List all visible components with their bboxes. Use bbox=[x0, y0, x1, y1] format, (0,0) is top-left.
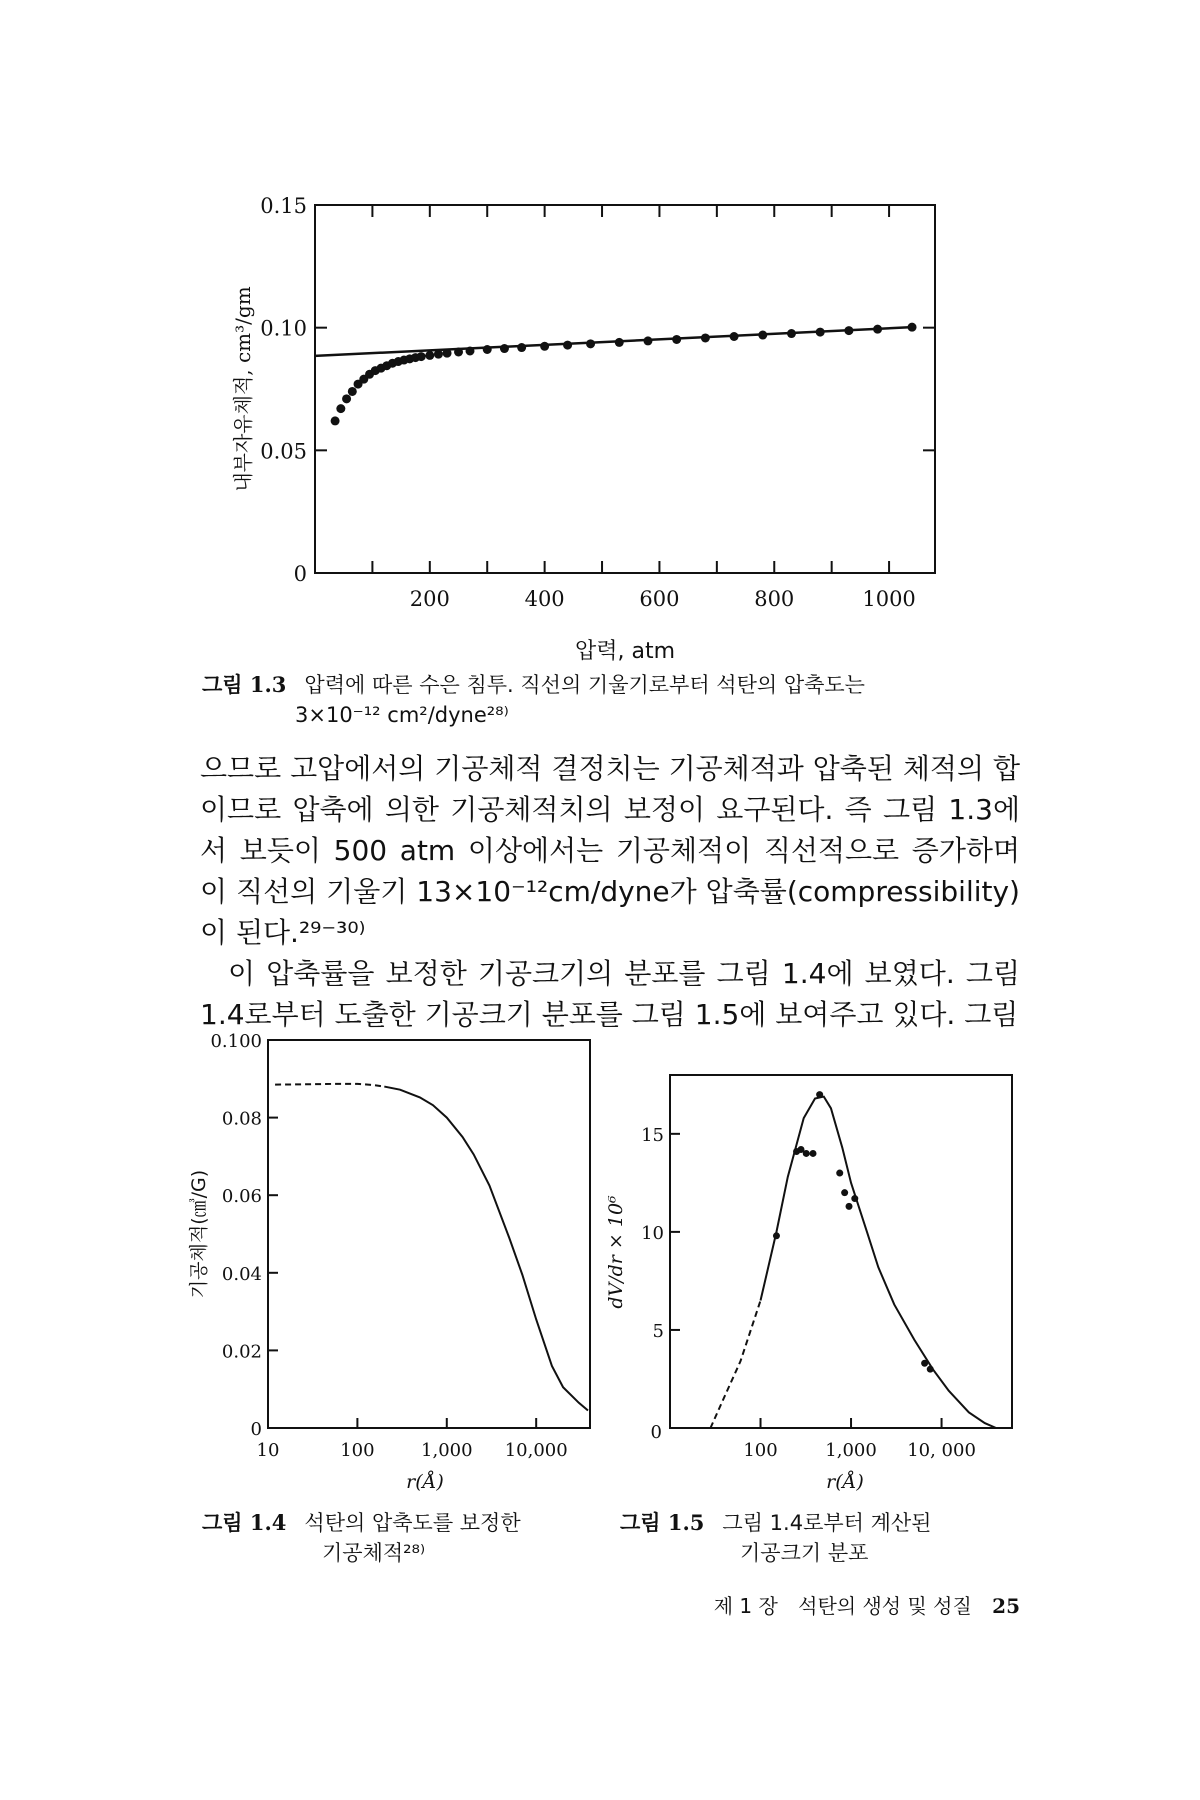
fig13-x-label: 압력, atm bbox=[574, 639, 676, 664]
body-text bbox=[200, 748, 1020, 1035]
paragraph-2: 이 압축률을 보정한 기공크기의 분포를 그림 1.4에 보였다. 그림 1.4로부터 도출한 기공크기 분포를 그림 1.5에 보여주고 있다. 그림 bbox=[200, 957, 1020, 1031]
fig15-y-tick-label: 5 bbox=[652, 1320, 664, 1342]
fig14-x-tick-label: 1,000 bbox=[421, 1440, 473, 1461]
fig14-x-tick-label: 100 bbox=[340, 1440, 375, 1461]
fig13-y-tick-label: 0 bbox=[293, 562, 307, 586]
fig13-x-tick-label: 800 bbox=[754, 587, 795, 611]
fig15-curve bbox=[710, 1097, 996, 1428]
fig15-y-label: dV/dr × 10⁶ bbox=[605, 1195, 627, 1309]
fig13-data-point bbox=[342, 394, 351, 403]
fig15-data-point bbox=[841, 1189, 848, 1196]
fig15-curve-solid bbox=[761, 1097, 997, 1428]
fig15-caption-text: 그림 1.4로부터 계산된 bbox=[722, 1511, 932, 1535]
fig14-x-tick-label: 10,000 bbox=[504, 1440, 568, 1461]
fig14-y-label: 기공체적(㎤/G) bbox=[188, 1169, 210, 1299]
fig15-data-point bbox=[836, 1170, 843, 1177]
fig15-caption bbox=[620, 1508, 1040, 1568]
fig14-curve bbox=[275, 1084, 588, 1411]
fig13-x-tick-label: 400 bbox=[524, 587, 565, 611]
fig14-curve-dashed bbox=[275, 1084, 384, 1087]
fig13-data-point bbox=[336, 404, 345, 413]
fig13-caption-text: 압력에 따른 수은 침투. 직선의 기울기로부터 석탄의 압축도는 bbox=[304, 673, 865, 697]
figure-1-5 bbox=[600, 1020, 1160, 1580]
fig15-curve-dashed bbox=[710, 1301, 760, 1428]
fig13-data-point bbox=[517, 343, 526, 352]
page-footer bbox=[640, 1590, 1020, 1619]
fig15-x-tick-label: 10, 000 bbox=[907, 1440, 976, 1461]
fig14-x-tick-label: 10 bbox=[256, 1440, 280, 1461]
fig14-y-tick-label: 0.06 bbox=[221, 1186, 262, 1208]
fig13-x-tick-label: 200 bbox=[409, 587, 450, 611]
fig13-line bbox=[315, 327, 912, 356]
fig13-data-point bbox=[425, 351, 434, 360]
fig14-x-label: r(Å) bbox=[406, 1471, 444, 1493]
fig15-data-point bbox=[921, 1360, 928, 1367]
fig13-y-tick-label: 0.15 bbox=[260, 194, 307, 218]
fig15-data-point bbox=[846, 1203, 853, 1210]
fig14-ticks bbox=[210, 1031, 567, 1461]
page-number: 25 bbox=[992, 1594, 1020, 1618]
fig14-curve-solid bbox=[384, 1087, 588, 1411]
fig13-data-point bbox=[540, 342, 549, 351]
fig13-y-tick-label: 0.10 bbox=[260, 316, 307, 341]
fig13-y-tick-label: 0.05 bbox=[260, 439, 307, 464]
fig14-y-tick-label: 0.02 bbox=[221, 1341, 262, 1363]
fig14-caption-text-2: 기공체적²⁸⁾ bbox=[322, 1541, 426, 1565]
paragraph-1: 으므로 고압에서의 기공체적 결정치는 기공체적과 압축된 체적의 합이므로 압축에 의한 기공체적치의 보정이 요구된다. 즉 그림 1.3에서 보듯이 500 atm 이상에서는 기공체적이 직선적으로 증가하며 이 직선의 기울기 13×10⁻¹²cm/dyne가 압축률(compressibility)이 된다.²⁹⁻³⁰⁾ bbox=[200, 752, 1020, 949]
fig14-caption bbox=[202, 1508, 602, 1568]
fig13-data-point bbox=[417, 352, 426, 361]
fig15-data-point bbox=[810, 1150, 817, 1157]
fig15-x-tick-label: 1,000 bbox=[825, 1440, 877, 1461]
fig14-y-tick-label: 0 bbox=[250, 1419, 262, 1440]
fig13-frame bbox=[315, 205, 935, 573]
footer-title: 석탄의 생성 및 성질 bbox=[798, 1594, 972, 1618]
fig13-caption-number: 그림 1.3 bbox=[202, 672, 287, 697]
fig13-data-point bbox=[331, 416, 340, 425]
fig13-caption-text-2: 3×10⁻¹² cm²/dyne²⁸⁾ bbox=[295, 703, 509, 727]
figure-1-4 bbox=[0, 1020, 620, 1580]
fig15-y-tick-label: 10 bbox=[641, 1222, 664, 1244]
footer-chapter: 제 1 장 bbox=[713, 1594, 778, 1618]
fig13-points bbox=[331, 323, 917, 426]
fig15-data-point bbox=[851, 1195, 858, 1202]
fig14-y-tick-label: 0.04 bbox=[221, 1263, 262, 1285]
fig14-caption-number: 그림 1.4 bbox=[202, 1510, 287, 1535]
fig13-data-point bbox=[348, 387, 357, 396]
fig15-data-point bbox=[803, 1150, 810, 1157]
fig13-y-label: 내부자유체적, cm³/gm bbox=[231, 286, 255, 492]
fig13-x-tick-label: 1000 bbox=[862, 587, 916, 611]
fig14-y-tick-label: 0.100 bbox=[210, 1031, 262, 1052]
fig15-data-point bbox=[816, 1091, 823, 1098]
fig14-frame bbox=[268, 1040, 590, 1428]
fig15-x-label: r(Å) bbox=[826, 1471, 864, 1493]
fig13-ticks bbox=[260, 194, 935, 611]
fig15-caption-text-2: 기공크기 분포 bbox=[740, 1541, 869, 1565]
fig14-caption-text: 석탄의 압축도를 보정한 bbox=[304, 1511, 521, 1535]
fig13-caption bbox=[202, 670, 1022, 730]
fig15-data-point bbox=[773, 1232, 780, 1239]
fig15-y-tick-label: 0 bbox=[650, 1422, 662, 1443]
fig15-x-tick-label: 100 bbox=[743, 1440, 778, 1461]
fig15-caption-number: 그림 1.5 bbox=[620, 1510, 705, 1535]
fig15-data-point bbox=[927, 1366, 934, 1373]
fig15-ticks bbox=[641, 1125, 976, 1461]
fig15-y-tick-label: 15 bbox=[641, 1124, 664, 1146]
fig14-y-tick-label: 0.08 bbox=[221, 1108, 262, 1130]
fig15-frame bbox=[670, 1075, 1012, 1428]
fig13-fit-line bbox=[315, 327, 912, 356]
figure-1-3 bbox=[0, 0, 1200, 700]
fig13-x-tick-label: 600 bbox=[639, 587, 680, 611]
